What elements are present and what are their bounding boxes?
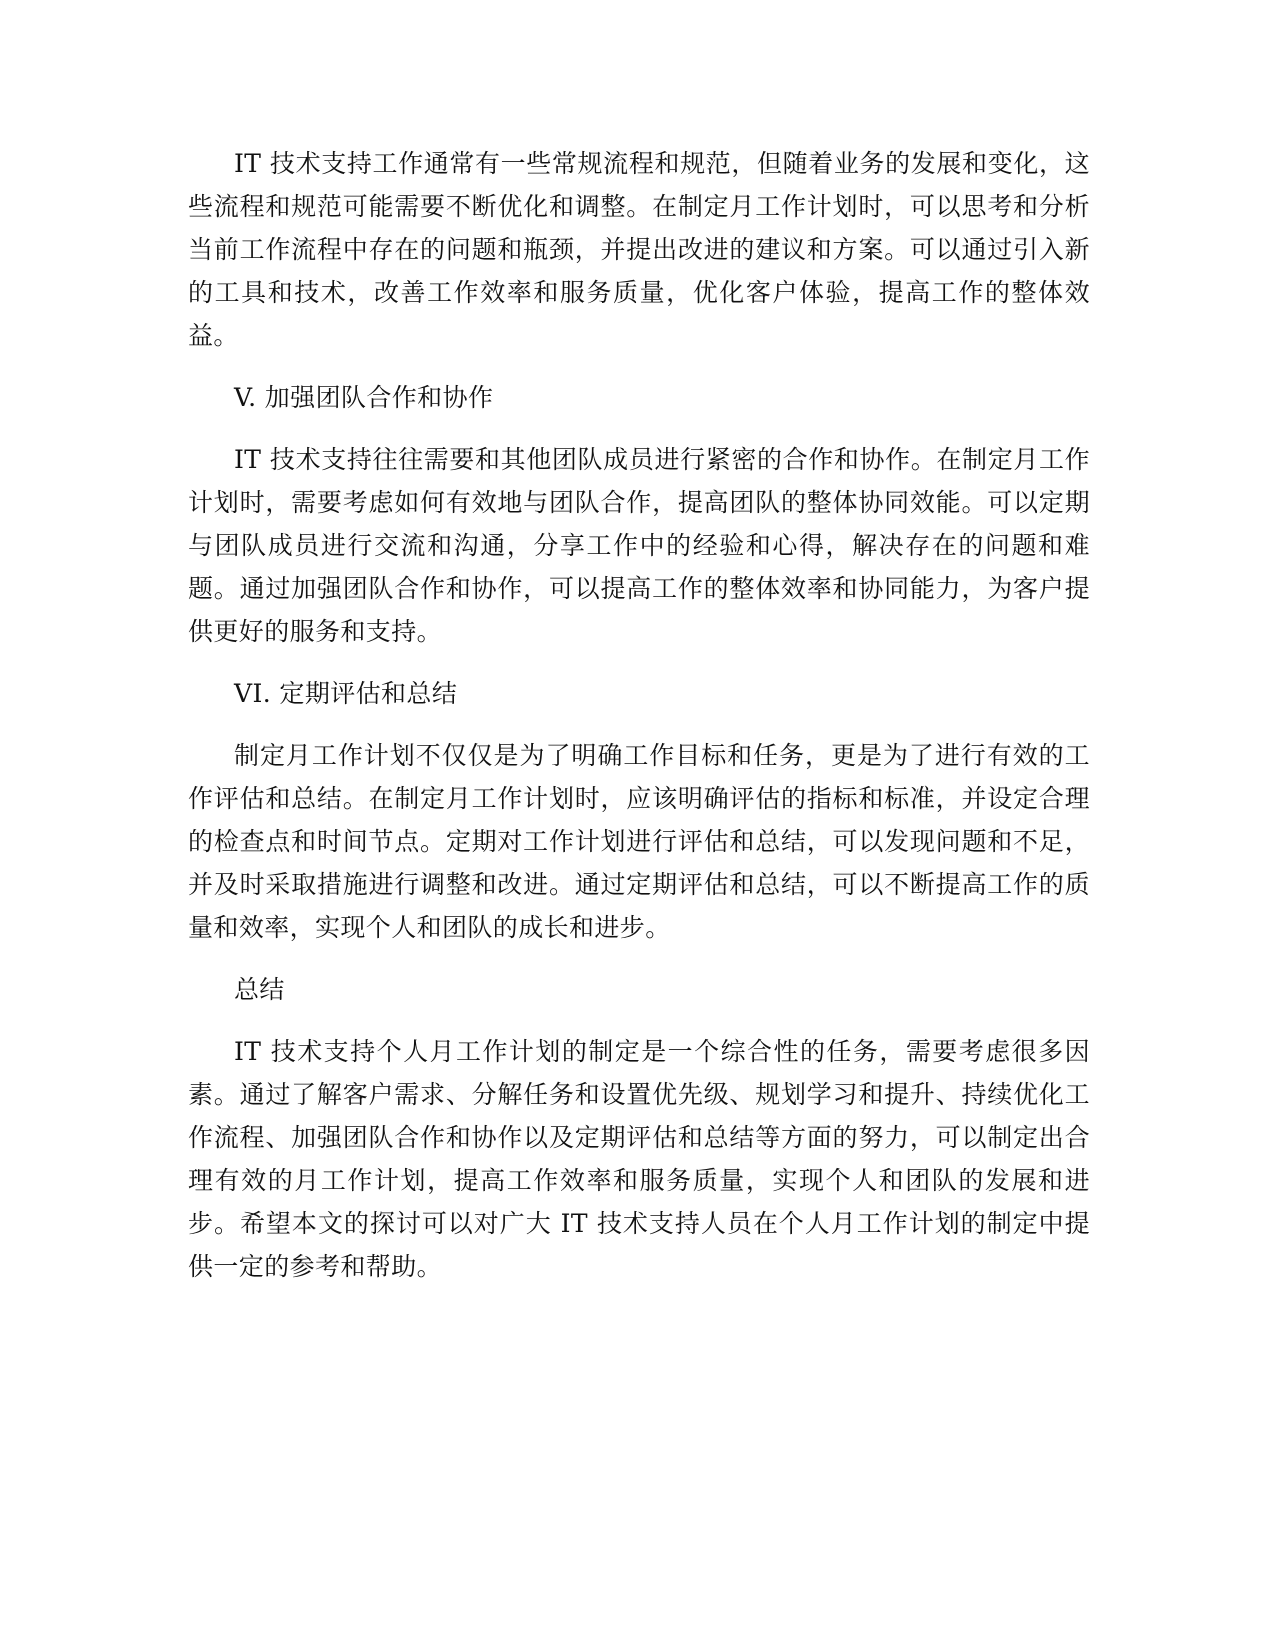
- heading-team-collaboration: V. 加强团队合作和协作: [234, 383, 494, 412]
- paragraph-summary: IT 技术支持个人月工作计划的制定是一个综合性的任务，需要考虑很多因素。通过了解客户需求、分解任务和设置优先级、规划学习和提升、持续优化工作流程、加强团队合作和协作以及定期评估和总结等方面的努力，可以制定出合理有效的月工作计划，提高工作效率和服务质量，实现个人和团队的发展和进步。希望本文的探讨可以对广大 IT 技术支持人员在个人月工作计划的制定中提供一定的参考和帮助。: [188, 1037, 1090, 1281]
- heading-summary: 总结: [234, 975, 285, 1004]
- paragraph-team-collaboration: IT 技术支持往往需要和其他团队成员进行紧密的合作和协作。在制定月工作计划时，需要考虑如何有效地与团队合作，提高团队的整体协同效能。可以定期与团队成员进行交流和沟通，分享工作中的经验和心得，解决存在的问题和难题。通过加强团队合作和协作，可以提高工作的整体效率和协同能力，为客户提供更好的服务和支持。: [188, 445, 1090, 646]
- document-body: [188, 142, 1090, 1307]
- paragraph-workflow-optimization: IT 技术支持工作通常有一些常规流程和规范，但随着业务的发展和变化，这些流程和规范可能需要不断优化和调整。在制定月工作计划时，可以思考和分析当前工作流程中存在的问题和瓶颈，并提出改进的建议和方案。可以通过引入新的工具和技术，改善工作效率和服务质量，优化客户体验，提高工作的整体效益。: [188, 149, 1090, 350]
- paragraph-periodic-review: 制定月工作计划不仅仅是为了明确工作目标和任务，更是为了进行有效的工作评估和总结。在制定月工作计划时，应该明确评估的指标和标准，并设定合理的检查点和时间节点。定期对工作计划进行评估和总结，可以发现问题和不足，并及时采取措施进行调整和改进。通过定期评估和总结，可以不断提高工作的质量和效率，实现个人和团队的成长和进步。: [188, 741, 1090, 942]
- heading-periodic-review: VI. 定期评估和总结: [234, 679, 458, 708]
